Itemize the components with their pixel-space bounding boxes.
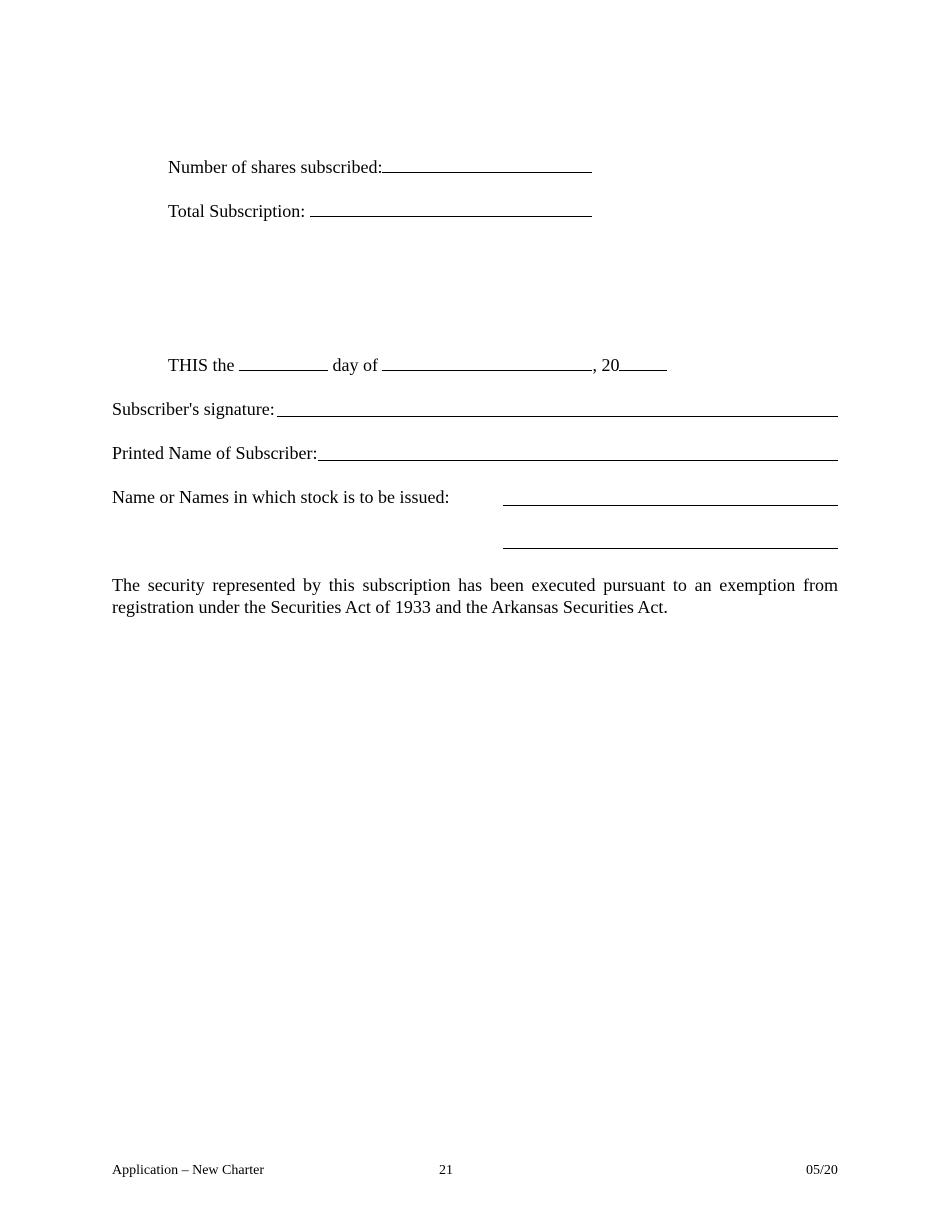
stock-name-field-1[interactable] — [503, 505, 838, 506]
date-year-prefix: , 20 — [592, 355, 620, 375]
date-row — [168, 354, 667, 376]
date-prefix: THIS the — [168, 355, 235, 375]
day-field[interactable] — [239, 354, 328, 371]
disclaimer-paragraph: The security represented by this subscription has been executed pursuant to an exemption from registration under the Securities Act of 1933 and the Arkansas Securities Act. — [112, 575, 838, 617]
stock-name-field-2[interactable] — [503, 548, 838, 549]
printed-name-row — [112, 442, 317, 464]
date-mid: day of — [332, 355, 378, 375]
shares-row — [168, 156, 592, 178]
total-field[interactable] — [310, 200, 592, 217]
signature-label: Subscriber's signature: — [112, 399, 275, 419]
page-number: 21 — [439, 1163, 453, 1178]
printed-name-label: Printed Name of Subscriber: — [112, 443, 318, 463]
total-label: Total Subscription: — [168, 201, 306, 221]
footer-date: 05/20 — [806, 1163, 838, 1178]
shares-label: Number of shares subscribed: — [168, 157, 383, 177]
footer-left: Application – New Charter — [112, 1163, 265, 1178]
month-field[interactable] — [382, 354, 592, 371]
shares-field[interactable] — [382, 156, 592, 173]
signature-row — [112, 398, 275, 420]
signature-field[interactable] — [277, 416, 838, 417]
stock-names-label: Name or Names in which stock is to be issued: — [112, 487, 450, 507]
total-row — [168, 200, 592, 222]
year-field[interactable] — [619, 354, 667, 371]
printed-name-field[interactable] — [318, 460, 838, 461]
stock-names-row — [112, 486, 449, 508]
